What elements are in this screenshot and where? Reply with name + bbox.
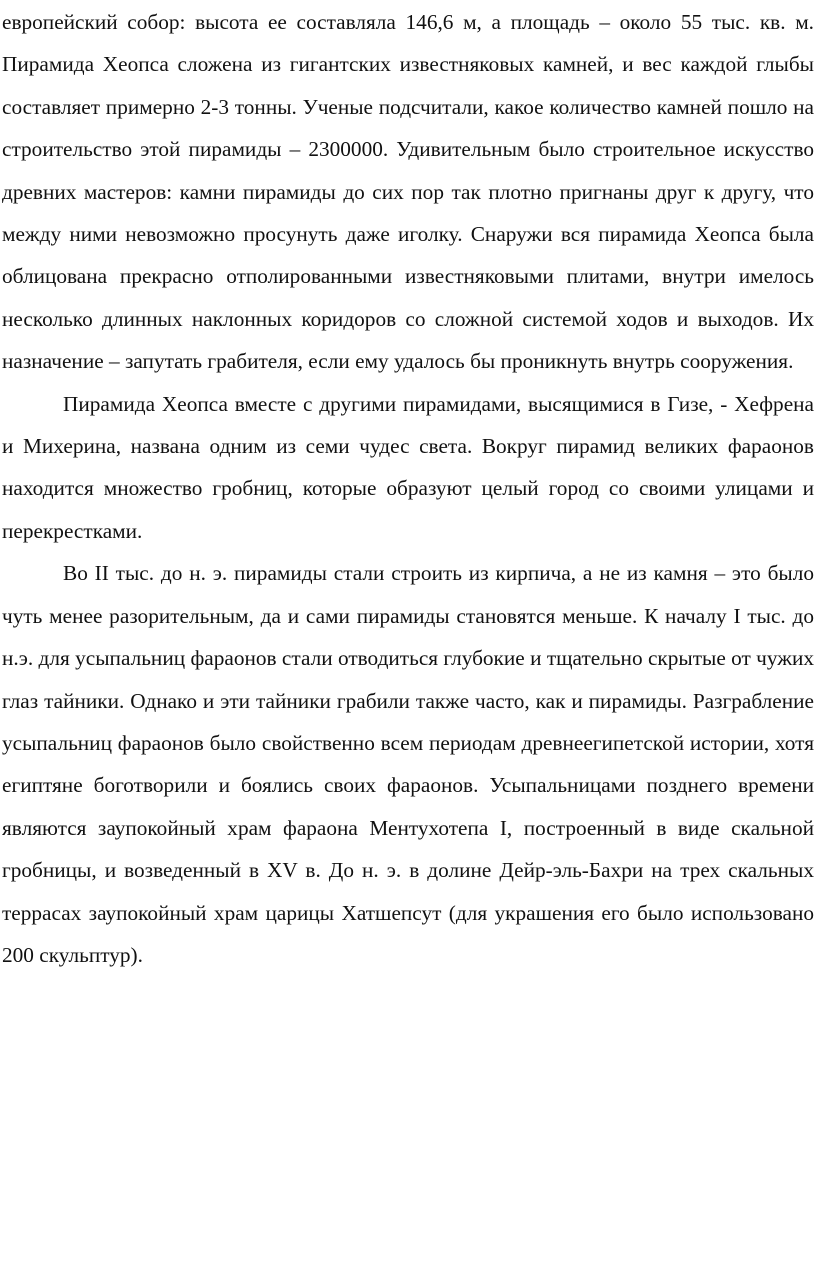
paragraph-continuation: европейский собор: высота ее составляла 146,6 м, а площадь – около 55 тыс. кв. м. Пирамида Хеопса сложена из гигантских известняковых камней, и вес каждой глыбы составляет примерно 2-3 тонны. Ученые подсчитали, какое количество камней пошло на строительство этой пирамиды – 2300000. Удивительным было строительное искусство древних мастеров: камни пирамиды до сих пор так плотно пригнаны друг к другу, что между ними невозможно просунуть даже иголку. Снаружи вся пирамида Хеопса была облицована прекрасно отполированными известняковыми плитами, внутри имелось несколько длинных наклонных коридоров со сложной системой ходов и выходов. Их назначение – запутать грабителя, если ему удалось бы проникнуть внутрь сооружения. (2, 10, 814, 374)
paragraph-later-tombs: Во II тыс. до н. э. пирамиды стали строить из кирпича, а не из камня – это было чуть менее разорительным, да и сами пирамиды становятся меньше. К началу I тыс. до н.э. для усыпальниц фараонов стали отводиться глубокие и тщательно скрытые от чужих глаз тайники. Однако и эти тайники грабили также часто, как и пирамиды. Разграбление усыпальниц фараонов было свойственно всем периодам древнеегипетской истории, хотя египтяне боготворили и боялись своих фараонов. Усыпальницами позднего времени являются заупокойный храм фараона Ментухотепа I, построенный в виде скальной гробницы, и возведенный в XV в. До н. э. в долине Дейр-эль-Бахри на трех скальных террасах заупокойный храм царицы Хатшепсут (для украшения его было использовано 200 скульптур). (2, 561, 814, 967)
paragraph-pyramids-giza: Пирамида Хеопса вместе с другими пирамидами, высящимися в Гизе, - Хефрена и Михерина, названа одним из семи чудес света. Вокруг пирамид великих фараонов находится множество гробниц, которые образуют целый город со своими улицами и перекрестками. (2, 391, 814, 543)
